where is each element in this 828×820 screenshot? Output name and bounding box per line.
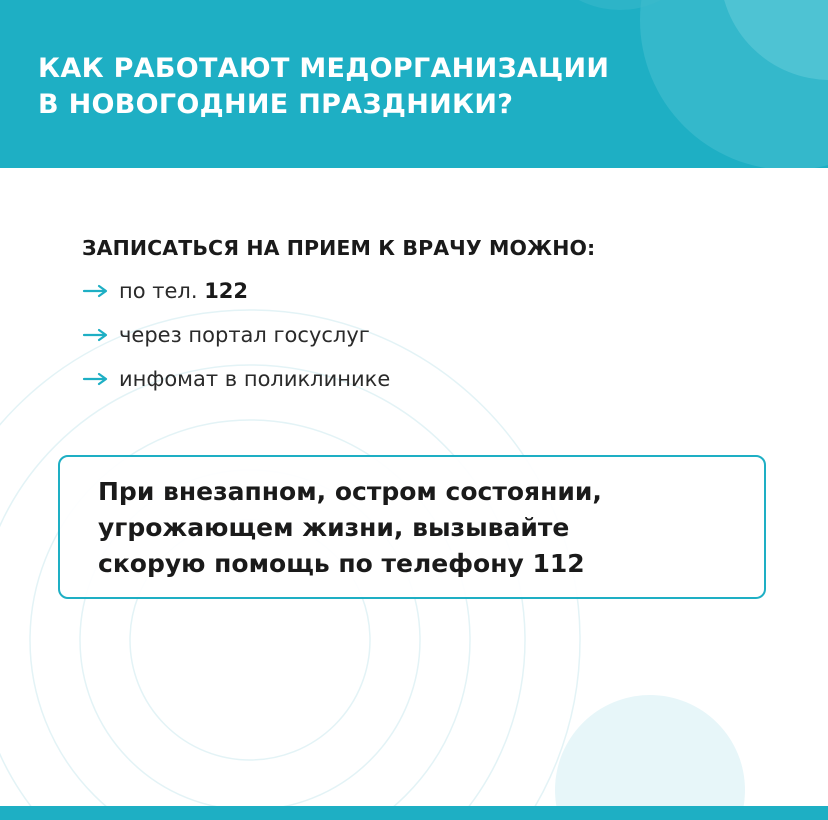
option-portal-text: через портал госуслуг (119, 323, 370, 347)
emergency-line-1: При внезапном, остром состоянии, (98, 477, 602, 506)
arrow-right-icon (82, 372, 110, 386)
page-title-line-2: В НОВОГОДНИЕ ПРАЗДНИКИ? (38, 89, 514, 120)
emergency-line-2: угрожающем жизни, вызывайте (98, 513, 570, 542)
header-banner (0, 0, 828, 168)
option-portal (82, 313, 782, 357)
option-kiosk (82, 357, 782, 401)
appointment-options (82, 269, 782, 401)
footer-bar (0, 806, 828, 820)
option-kiosk-text: инфомат в поликлинике (119, 367, 391, 391)
option-phone-number: 122 (204, 279, 249, 303)
arrow-right-icon (82, 284, 110, 298)
appointment-section (82, 233, 782, 401)
emergency-notice (58, 455, 766, 599)
option-phone-text (119, 279, 248, 303)
emergency-text (98, 474, 738, 582)
option-phone-label: по тел. (119, 279, 205, 303)
emergency-line-3: скорую помощь по телефону 112 (98, 549, 585, 578)
option-phone (82, 269, 782, 313)
appointment-heading: ЗАПИСАТЬСЯ НА ПРИЕМ К ВРАЧУ МОЖНО: (82, 236, 596, 260)
page-title-line-1: КАК РАБОТАЮТ МЕДОРГАНИЗАЦИИ (38, 53, 610, 84)
arrow-right-icon (82, 328, 110, 342)
page-title (38, 51, 758, 123)
